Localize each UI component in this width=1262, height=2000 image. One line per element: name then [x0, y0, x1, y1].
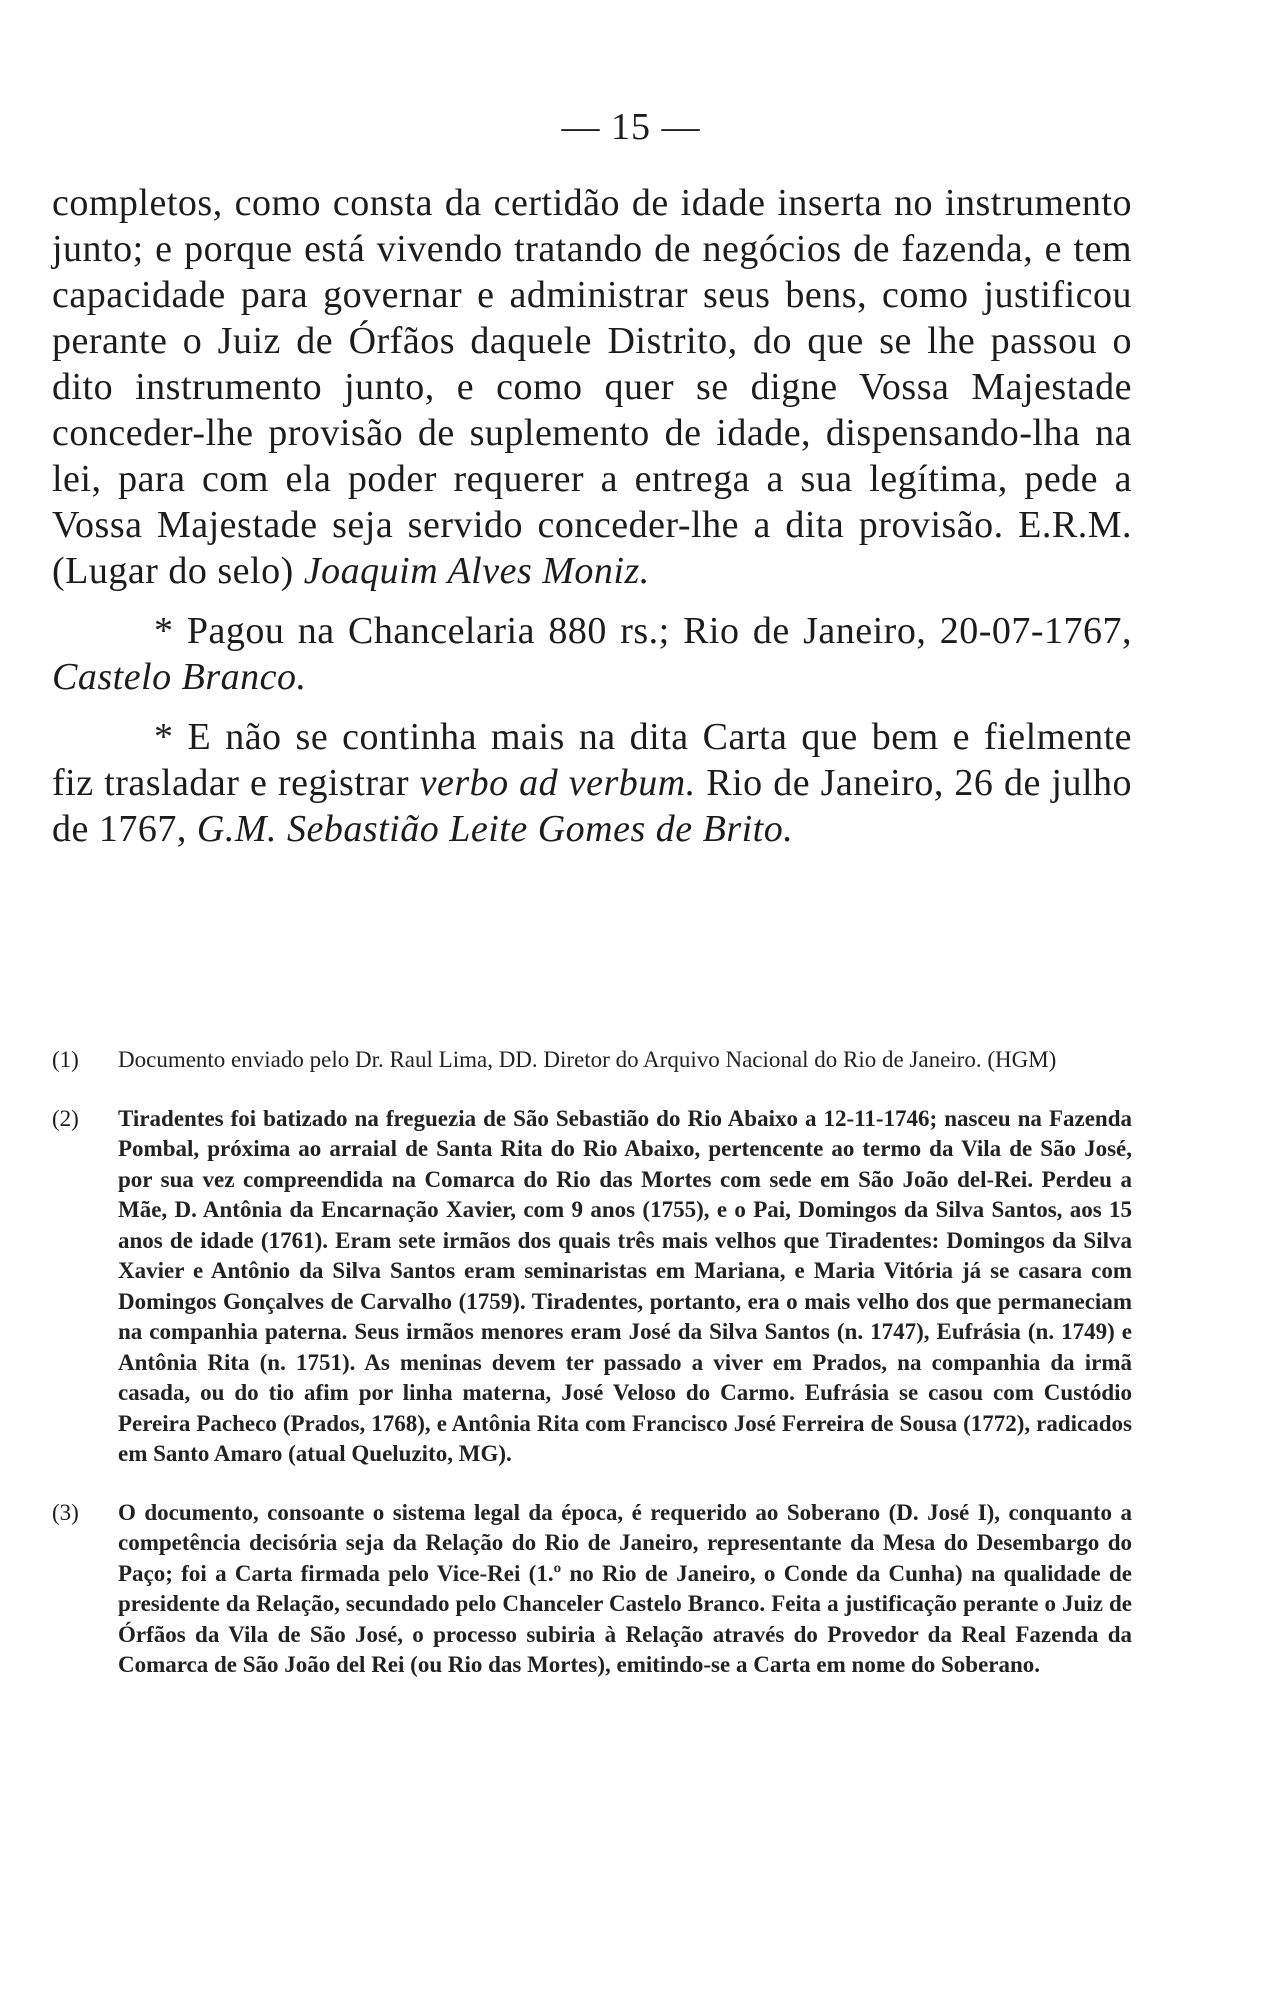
page-number: — 15 —: [561, 106, 701, 148]
chancellor-signature: Castelo Branco.: [52, 656, 307, 698]
petitioner-signature: Joaquim Alves Moniz.: [303, 550, 650, 592]
footnote-number: (1): [52, 1047, 79, 1072]
footnote-number: (3): [52, 1499, 79, 1525]
paragraph-chancery-payment: [52, 608, 1132, 700]
paragraph-registration: [52, 714, 1132, 852]
registration-text-b: Rio de Janeiro, 26 de julho de 1767,: [52, 762, 1133, 850]
footnote-text: Documento enviado pelo Dr. Raul Lima, DD. Diretor do Arquivo Nacional do Rio de Janeiro. (HGM): [118, 1047, 1057, 1072]
footnote-number: (2): [52, 1105, 79, 1131]
petition-text: completos, como consta da certidão de idade inserta no instrumento junto; e porque está vivendo tratando de negócios de fazenda, e tem capacidade para governar e administrar seus bens, como justificou perante o Juiz de Órfãos daquele Distrito, do que se lhe passou o dito instrumento junto, e como quer se digne Vossa Majestade conceder-lhe provisão de suplemento de idade, dispensando-lha na lei, para com ela poder requerer a entrega a sua legítima, pede a Vossa Majestade seja servido conceder-lhe a dita provisão. E.R.M. (Lugar do selo): [52, 182, 1132, 592]
main-text: [52, 180, 1132, 852]
registration-text-a: * E não se continha mais na dita Carta que bem e fielmente fiz trasladar e registrar: [52, 716, 1132, 804]
footnote-3: [52, 1498, 1132, 1681]
footnote-text: O documento, consoante o sistema legal da época, é requerido ao Soberano (D. José I), conquanto a competência decisória seja da Relação do Rio de Janeiro, representante da Mesa do Desembargo do Paço; foi a Carta firmada pelo Vice-Rei (1.º no Rio de Janeiro, o Conde da Cunha) na qualidade de presidente da Relação, secundado pelo Chanceler Castelo Branco. Feita a justificação perante o Juiz de Órfãos da Vila de São José, o processo subiria à Relação através do Provedor da Real Fazenda da Comarca de São João del Rei (ou Rio das Mortes), emitindo-se a Carta em nome do Soberano.: [118, 1499, 1132, 1677]
chancery-payment-text: * Pagou na Chancelaria 880 rs.; Rio de Janeiro, 20-07-1767,: [154, 610, 1132, 652]
paragraph-petition: [52, 180, 1132, 594]
footnote-text: Tiradentes foi batizado na freguezia de São Sebastião do Rio Abaixo a 12-11-1746; nasceu na Fazenda Pombal, próxima ao arraial de Santa Rita do Rio Abaixo, pertencente ao termo da Vila de São José, por sua vez compreendida na Comarca do Rio das Mortes com sede em São João del-Rei. Perdeu a Mãe, D. Antônia da Encarnação Xavier, com 9 anos (1755), e o Pai, Domingos da Silva Santos, aos 15 anos de idade (1761). Eram sete irmãos dos quais três mais velhos que Tiradentes: Domingos da Silva Xavier e Antônio da Silva Santos eram seminaristas em Mariana, e Maria Vitória já se casara com Domingos Gonçalves de Carvalho (1759). Tiradentes, portanto, era o mais velho dos que permaneciam na companhia paterna. Seus irmãos menores eram José da Silva Santos (n. 1747), Eufrásia (n. 1749) e Antônia Rita (n. 1751). As meninas devem ter passado a viver em Prados, na companhia da irmã casada, ou do tio afim por linha materna, José Veloso do Carmo. Eufrásia se casou com Custódio Pereira Pacheco (Prados, 1768), e Antônia Rita com Francisco José Ferreira de Sousa (1772), radicados em Santo Amaro (atual Queluzito, MG).: [118, 1105, 1132, 1466]
footnotes-section: [52, 1045, 1132, 1709]
registrar-signature: G.M. Sebastião Leite Gomes de Brito.: [196, 808, 794, 850]
footnote-1: [52, 1045, 1132, 1076]
latin-phrase: verbo ad verbum.: [419, 762, 696, 804]
footnote-2: [52, 1104, 1132, 1470]
